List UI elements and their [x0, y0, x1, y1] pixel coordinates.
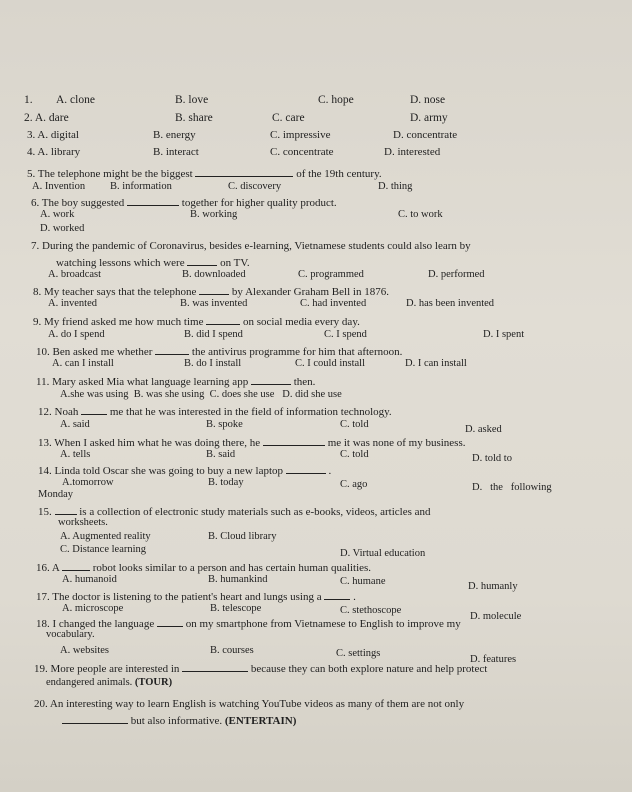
answer-blank[interactable] [157, 617, 183, 627]
q18-option-c: C. settings [336, 648, 381, 659]
q7-option-a: A. broadcast [48, 269, 102, 280]
q4-option-a: 4. A. library [27, 146, 81, 158]
q19-stem-line2: endangered animals. (TOUR) [46, 677, 173, 688]
q18-option-d: D. features [470, 654, 517, 665]
q16-option-a: A. humanoid [62, 574, 117, 585]
q1-option-c: C. hope [318, 94, 354, 106]
answer-blank[interactable] [62, 561, 90, 571]
q10-option-d: D. I can install [405, 358, 467, 369]
answer-blank[interactable] [155, 345, 189, 355]
q9-option-b: B. did I spend [184, 329, 243, 340]
q1-option-b: B. love [175, 94, 209, 106]
q19-word-prompt: (TOUR) [134, 677, 173, 688]
q14-option-d: D. the following [472, 482, 552, 493]
q5-option-a: A. Invention [32, 181, 86, 192]
q6-option-a: A. work [40, 209, 75, 220]
q15-option-a: A. Augmented reality [60, 531, 151, 542]
q12-stem: 12. Noah me that he was interested in the field of information technology. [38, 406, 392, 418]
q13-option-a: A. tells [60, 449, 91, 460]
q5-option-b: B. information [110, 181, 172, 192]
q3-option-a: 3. A. digital [27, 129, 79, 141]
q10-stem: 10. Ben asked me whether the antivirus programme for him that afternoon. [36, 346, 403, 358]
q5-option-c: C. discovery [228, 181, 282, 192]
q17-option-d: D. molecule [470, 611, 522, 622]
q6-option-d: D. worked [40, 223, 85, 234]
q19-stem: 19. More people are interested in because they can both explore nature and help protect [34, 663, 488, 675]
q20-stem-line2: but also informative. (ENTERTAIN) [62, 714, 296, 727]
q2-option-a: 2. A. dare [24, 112, 69, 124]
q1-number: 1. [24, 94, 33, 106]
q15-option-b: B. Cloud library [208, 531, 277, 542]
answer-blank[interactable] [187, 256, 217, 266]
q2-option-c: C. care [272, 112, 305, 124]
q13-option-d: D. told to [472, 453, 512, 464]
q14-option-c: C. ago [340, 479, 368, 490]
q4-option-d: D. interested [384, 146, 441, 158]
q9-option-a: A. do I spend [48, 329, 105, 340]
q4-option-b: B. interact [153, 146, 199, 158]
q14-stem: 14. Linda told Oscar she was going to buy a new laptop . [38, 465, 332, 477]
q7-option-b: B. downloaded [182, 269, 246, 280]
q15-option-d: D. Virtual education [340, 548, 426, 559]
q17-option-a: A. microscope [62, 603, 124, 614]
q12-option-b: B. spoke [206, 419, 243, 430]
q3-option-d: D. concentrate [393, 129, 458, 141]
q14-option-b: B. today [208, 477, 244, 488]
q16-option-d: D. humanly [468, 581, 518, 592]
q9-option-c: C. I spend [324, 329, 367, 340]
q12-option-d: D. asked [465, 424, 502, 435]
q9-option-d: D. I spent [483, 329, 525, 340]
answer-blank[interactable] [55, 505, 77, 515]
q7-option-c: C. programmed [298, 269, 364, 280]
answer-blank[interactable] [286, 464, 326, 474]
q2-option-b: B. share [175, 112, 213, 124]
q18-option-a: A. websites [60, 645, 109, 656]
q10-option-b: B. do I install [184, 358, 242, 369]
answer-blank[interactable] [127, 196, 179, 206]
answer-blank[interactable] [206, 315, 240, 325]
q20-stem: 20. An interesting way to learn English is watching YouTube videos as many of them are not only [34, 698, 465, 710]
q20-word-prompt: (ENTERTAIN) [224, 715, 297, 727]
q6-option-c: C. to work [398, 209, 443, 220]
answer-blank[interactable] [182, 662, 248, 672]
q17-option-b: B. telescope [210, 603, 262, 614]
q6-option-b: B. working [190, 209, 238, 220]
q8-option-b: B. was invented [180, 298, 248, 309]
q12-option-c: C. told [340, 419, 369, 430]
q8-stem: 8. My teacher says that the telephone by Alexander Graham Bell in 1876. [33, 286, 389, 298]
q8-option-c: C. had invented [300, 298, 367, 309]
q7-stem: 7. During the pandemic of Coronavirus, besides e-learning, Vietnamese students could also learn by [31, 240, 471, 252]
answer-blank[interactable] [263, 436, 325, 446]
answer-blank[interactable] [324, 590, 350, 600]
q7-stem-line2: watching lessons which were on TV. [56, 257, 250, 269]
q13-stem: 13. When I asked him what he was doing there, he me it was none of my business. [38, 437, 466, 449]
q13-option-c: C. told [340, 449, 369, 460]
answer-blank[interactable] [81, 405, 107, 415]
q16-stem: 16. A robot looks similar to a person and has certain human qualities. [36, 562, 372, 574]
q15-stem-line2: worksheets. [58, 517, 108, 528]
q5-stem: 5. The telephone might be the biggest of the 19th century. [27, 168, 382, 180]
q9-stem: 9. My friend asked me how much time on social media every day. [33, 316, 360, 328]
answer-blank[interactable] [251, 375, 291, 385]
q15-stem: 15. is a collection of electronic study materials such as e-books, videos, articles and [38, 506, 431, 518]
q4-option-c: C. concentrate [270, 146, 334, 158]
q16-option-c: C. humane [340, 576, 386, 587]
q11-options: A.she was using B. was she using C. does she use D. did she use [60, 389, 342, 400]
q10-option-a: A. can I install [52, 358, 114, 369]
q10-option-c: C. I could install [295, 358, 365, 369]
q8-option-a: A. invented [48, 298, 97, 309]
q12-option-a: A. said [60, 419, 90, 430]
q17-stem: 17. The doctor is listening to the patient's heart and lungs using a . [36, 591, 356, 603]
answer-blank[interactable] [195, 167, 293, 177]
q7-option-d: D. performed [428, 269, 485, 280]
q8-option-d: D. has been invented [406, 298, 495, 309]
answer-blank[interactable] [62, 714, 128, 724]
q5-option-d: D. thing [378, 181, 413, 192]
q18-option-b: B. courses [210, 645, 254, 656]
answer-blank[interactable] [199, 285, 229, 295]
q3-option-c: C. impressive [270, 129, 331, 141]
q14-option-a: A.tomorrow [62, 477, 114, 488]
q13-option-b: B. said [206, 449, 236, 460]
q3-option-b: B. energy [153, 129, 196, 141]
q11-stem: 11. Mary asked Mia what language learning app then. [36, 376, 316, 388]
q16-option-b: B. humankind [208, 574, 268, 585]
q15-option-c: C. Distance learning [60, 544, 147, 555]
q2-option-d: D. army [410, 112, 448, 124]
q6-stem: 6. The boy suggested together for higher quality product. [31, 197, 337, 209]
q18-stem-line2: vocabulary. [46, 629, 95, 640]
q14-option-a-continued: Monday [38, 489, 73, 500]
q18-stem: 18. I changed the language on my smartphone from Vietnamese to English to improve my [36, 618, 461, 630]
q1-option-d: D. nose [410, 94, 446, 106]
q1-option-a: A. clone [56, 94, 95, 106]
q17-option-c: C. stethoscope [340, 605, 402, 616]
